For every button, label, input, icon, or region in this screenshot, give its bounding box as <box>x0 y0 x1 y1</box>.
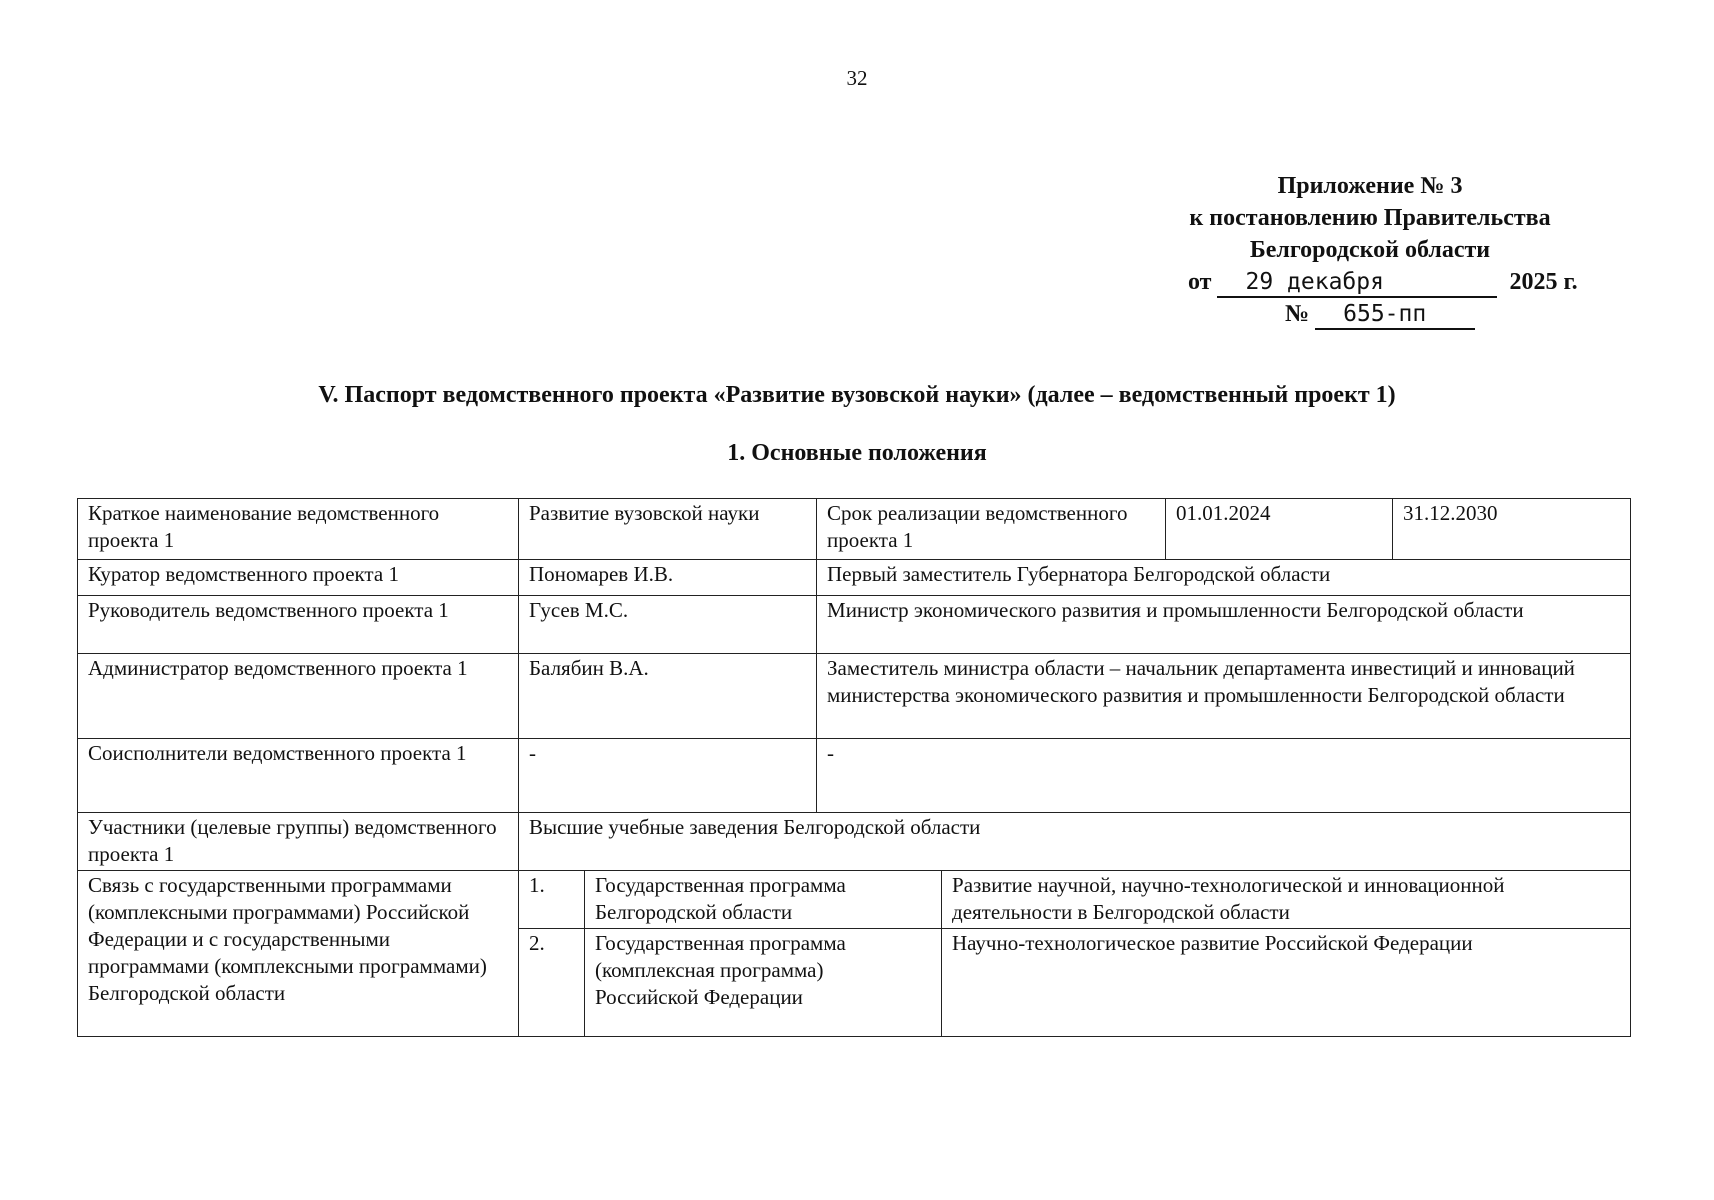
curator-label: Куратор ведомственного проекта 1 <box>78 560 519 596</box>
links-label: Связь с государственными программами (комплексными программами) Российской Федерации и с государственными программами (комплексными программами) Белгородской области <box>78 871 519 1037</box>
head-label: Руководитель ведомственного проекта 1 <box>78 596 519 654</box>
appendix-line-2: к постановлению Правительства <box>1189 205 1551 231</box>
table-row <box>78 813 1631 871</box>
date-year: 2025 г. <box>1509 269 1578 295</box>
link-number: 2. <box>519 929 585 1037</box>
table-row <box>78 654 1631 739</box>
section-title: V. Паспорт ведомственного проекта «Развитие вузовской науки» (далее – ведомственный проект 1) <box>318 382 1396 408</box>
appendix-line-3: Белгородской области <box>1249 237 1491 263</box>
participants-label: Участники (целевые группы) ведомственного проекта 1 <box>78 813 519 871</box>
short-name-label: Краткое наименование ведомственного проекта 1 <box>78 499 519 560</box>
link-program-name: Развитие научной, научно-технологической и инновационной деятельности в Белгородской области <box>942 871 1631 929</box>
date-prefix: от <box>1188 269 1212 295</box>
page-number: 32 <box>846 66 868 90</box>
date-value: 29 декабря <box>1217 268 1497 298</box>
table-row <box>78 560 1631 596</box>
term-label: Срок реализации ведомственного проекта 1 <box>817 499 1166 560</box>
number-prefix: № <box>1285 301 1310 327</box>
admin-label: Администратор ведомственного проекта 1 <box>78 654 519 739</box>
coexec-position: - <box>817 739 1631 813</box>
passport-table <box>77 498 1631 1037</box>
appendix-title: Приложение № 3 <box>1277 173 1463 199</box>
link-program-type: Государственная программа (комплексная программа) Российской Федерации <box>585 929 942 1037</box>
curator-name: Пономарев И.В. <box>519 560 817 596</box>
table-row <box>78 871 1631 929</box>
coexec-name: - <box>519 739 817 813</box>
appendix-header <box>1150 170 1590 330</box>
appendix-date-line <box>1188 266 1590 298</box>
link-number: 1. <box>519 871 585 929</box>
number-value: 655-пп <box>1315 300 1475 330</box>
table-row <box>78 739 1631 813</box>
table-row <box>78 499 1631 560</box>
term-start: 01.01.2024 <box>1166 499 1393 560</box>
participants-value: Высшие учебные заведения Белгородской области <box>519 813 1631 871</box>
admin-position: Заместитель министра области – начальник департамента инвестиций и инноваций министерства экономического развития и промышленности Белгородской области <box>817 654 1631 739</box>
subsection-title: 1. Основные положения <box>727 440 987 466</box>
short-name-value: Развитие вузовской науки <box>519 499 817 560</box>
term-end: 31.12.2030 <box>1393 499 1631 560</box>
coexec-label: Соисполнители ведомственного проекта 1 <box>78 739 519 813</box>
appendix-number-line <box>1285 298 1590 330</box>
head-position: Министр экономического развития и промышленности Белгородской области <box>817 596 1631 654</box>
admin-name: Балябин В.А. <box>519 654 817 739</box>
table-row <box>78 596 1631 654</box>
curator-position: Первый заместитель Губернатора Белгородской области <box>817 560 1631 596</box>
head-name: Гусев М.С. <box>519 596 817 654</box>
link-program-name: Научно-технологическое развитие Российской Федерации <box>942 929 1631 1037</box>
link-program-type: Государственная программа Белгородской области <box>585 871 942 929</box>
